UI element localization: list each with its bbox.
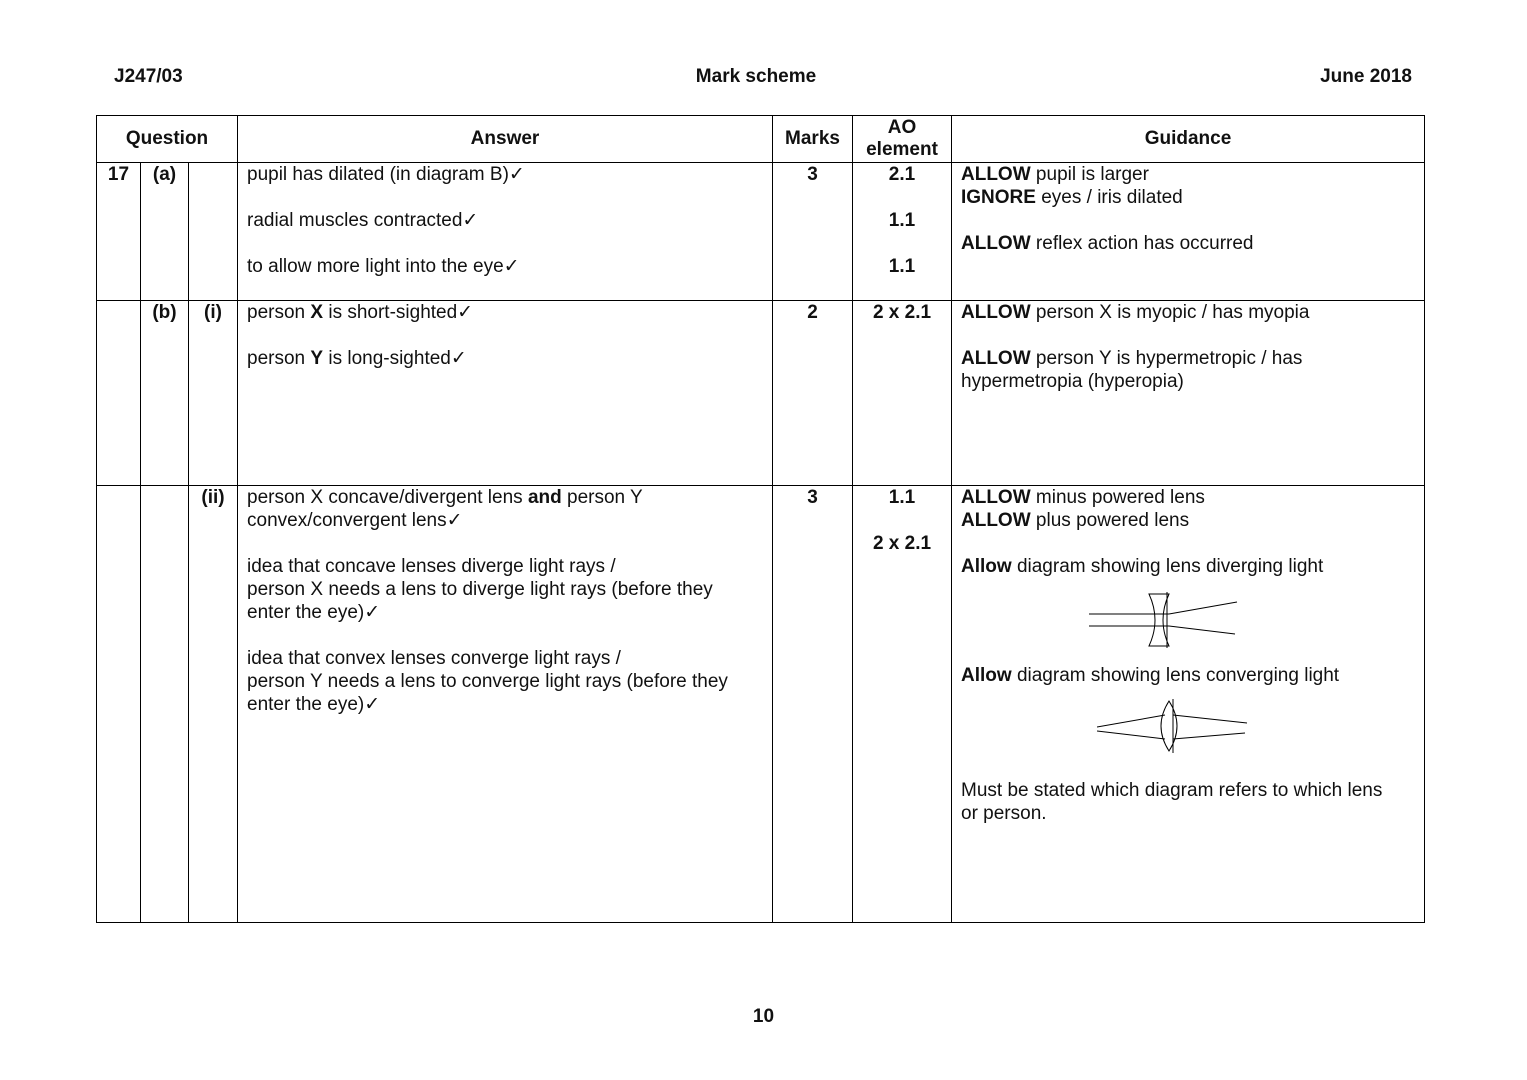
guidance-cell [952, 301, 1425, 486]
document-date: June 2018 [1320, 66, 1412, 87]
diverging-ray-top [1169, 602, 1237, 614]
column-header-answer: Answer [238, 116, 773, 163]
question-part: (a) [141, 163, 189, 301]
answer-line: enter the eye)✓ [247, 602, 381, 623]
page-number: 10 [752, 1006, 775, 1027]
marks-cell: 3 [773, 163, 853, 301]
diverging-lens-diagram [1089, 590, 1249, 652]
guidance-line: Allow diagram showing lens converging light [961, 665, 1340, 686]
answer-cell [238, 486, 773, 923]
concave-lens-shape [1149, 594, 1169, 646]
diverging-ray-bottom [1169, 626, 1235, 634]
table-row [97, 486, 1425, 923]
ao-value: 1.1 [888, 210, 916, 231]
ao-header-line-2: element [866, 139, 938, 160]
marks-cell: 3 [773, 486, 853, 923]
question-part [141, 486, 189, 923]
guidance-line: Allow diagram showing lens diverging light [961, 556, 1324, 577]
column-header-marks: Marks [773, 116, 853, 163]
guidance-line: ALLOW person Y is hypermetropic / has [961, 348, 1303, 369]
guidance-line: ALLOW reflex action has occurred [961, 233, 1254, 254]
answer-line: person Y is long-sighted✓ [247, 348, 467, 369]
ao-cell: 2 x 2.1 [853, 301, 952, 486]
document-code: J247/03 [114, 66, 183, 87]
document-title: Mark scheme [695, 66, 817, 87]
answer-line: person X is short-sighted✓ [247, 302, 474, 323]
mark-scheme-table [96, 115, 1425, 923]
answer-line: person X needs a lens to diverge light rays (before they [247, 579, 713, 600]
answer-line: person X concave/divergent lens and person Y [247, 487, 643, 508]
answer-cell [238, 301, 773, 486]
guidance-line: ALLOW plus powered lens [961, 510, 1190, 531]
ao-value: 2 x 2.1 [872, 533, 932, 554]
guidance-cell [952, 163, 1425, 301]
question-subpart: (ii) [189, 486, 238, 923]
incoming-ray-top [1097, 715, 1165, 727]
convex-lens-shape [1161, 701, 1177, 751]
answer-cell [238, 163, 773, 301]
answer-line: idea that convex lenses converge light rays / [247, 648, 621, 669]
guidance-line: ALLOW pupil is larger [961, 164, 1149, 185]
column-header-guidance: Guidance [952, 116, 1425, 163]
ao-header-line-1: AO [887, 117, 917, 138]
ao-cell [853, 163, 952, 301]
answer-line: radial muscles contracted✓ [247, 210, 479, 231]
converging-ray-bottom [1173, 733, 1245, 739]
guidance-line: IGNORE eyes / iris dilated [961, 187, 1183, 208]
ao-cell [853, 486, 952, 923]
question-subpart: (i) [189, 301, 238, 486]
guidance-line: hypermetropia (hyperopia) [961, 371, 1184, 392]
answer-line: idea that concave lenses diverge light rays / [247, 556, 616, 577]
guidance-cell [952, 486, 1425, 923]
answer-line: enter the eye)✓ [247, 694, 381, 715]
converging-ray-top [1173, 715, 1247, 723]
guidance-line: ALLOW person X is myopic / has myopia [961, 302, 1310, 323]
question-number: 17 [97, 163, 141, 301]
guidance-line: Must be stated which diagram refers to which lens [961, 780, 1383, 801]
column-header-question: Question [97, 116, 238, 163]
answer-line: pupil has dilated (in diagram B)✓ [247, 164, 525, 185]
question-subpart [189, 163, 238, 301]
ao-value: 1.1 [888, 256, 916, 277]
marks-cell: 2 [773, 301, 853, 486]
table-header-row [97, 116, 1425, 163]
column-header-ao-element [853, 116, 952, 163]
question-number [97, 301, 141, 486]
ao-value: 1.1 [888, 487, 916, 508]
question-part: (b) [141, 301, 189, 486]
incoming-ray-bottom [1097, 731, 1165, 739]
table-row [97, 301, 1425, 486]
question-number [97, 486, 141, 923]
table-row [97, 163, 1425, 301]
answer-line: convex/convergent lens✓ [247, 510, 463, 531]
converging-lens-diagram [1097, 697, 1257, 755]
guidance-line: or person. [961, 803, 1047, 824]
answer-line: to allow more light into the eye✓ [247, 256, 520, 277]
ao-value: 2.1 [888, 164, 916, 185]
guidance-line: ALLOW minus powered lens [961, 487, 1205, 508]
answer-line: person Y needs a lens to converge light rays (before they [247, 671, 728, 692]
